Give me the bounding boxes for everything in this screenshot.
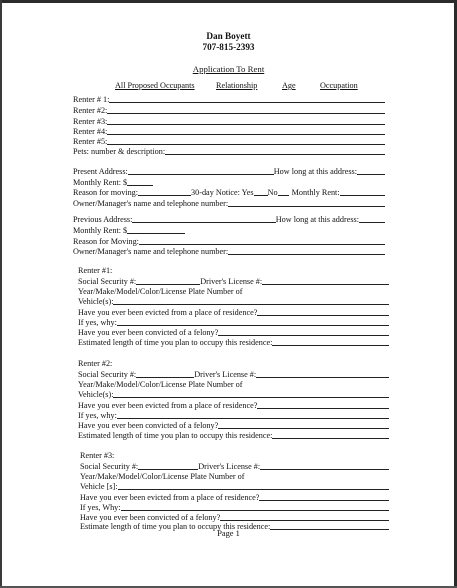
field-label: Driver's License #: [194,370,257,379]
field-label: Have you ever been convicted of a felony? [78,328,219,337]
fill-line[interactable] [165,154,385,155]
fill-line[interactable] [259,500,389,501]
renter-3-why-row [80,502,389,512]
fill-line[interactable] [127,233,185,234]
page-number: Page 1 [217,529,240,538]
fill-line[interactable] [127,185,153,186]
renter-2-length-row [78,430,389,440]
fill-line[interactable] [228,206,385,207]
landlord-name: Dan Boyett [206,31,251,41]
fill-line[interactable] [107,113,385,114]
previous-owner-row [73,246,385,256]
fill-line[interactable] [254,195,268,196]
field-label: Social Security #: [78,277,137,286]
field-label: Estimated length of time you plan to occupy this residence: [78,338,273,347]
fill-line[interactable] [138,469,198,470]
column-occupation: Occupation [320,81,358,90]
renter-1-vehicles-row [78,296,389,306]
field-label: Have you ever been evicted from a place of residence? [78,401,258,410]
field-label: Driver's License #: [200,277,263,286]
renter-2-heading: Renter #2: [78,359,113,368]
fill-line[interactable] [107,144,385,145]
field-label: Owner/Manager's name and telephone number: [73,199,229,208]
present-address-row [73,166,385,176]
field-label: Present Address: [73,167,128,176]
fill-line[interactable] [262,284,389,285]
scan-border-left [0,0,2,588]
fill-line[interactable] [272,438,389,439]
fill-line[interactable] [136,284,200,285]
fill-line[interactable] [121,510,389,511]
field-label: If yes, Why: [80,503,121,512]
present-reason-row [73,187,385,197]
present-owner-row [73,198,385,208]
fill-line[interactable] [257,408,389,409]
previous-reason-row [73,236,385,246]
occupant-row-3 [73,116,385,126]
pets-row [73,146,385,156]
fill-line[interactable] [256,377,389,378]
fill-line[interactable] [117,418,389,419]
occupant-row-4 [73,126,385,136]
renter-1-heading: Renter #1: [78,266,113,275]
field-label: Have you ever been convicted of a felony? [78,421,219,430]
renter-2-why-row [78,410,389,420]
fill-line[interactable] [257,315,389,316]
column-age: Age [282,81,296,90]
renter-3-evicted-row [80,492,389,502]
column-relationship: Relationship [216,81,258,90]
renter-3-vehicle-desc: Year/Make/Model/Color/License Plate Number of [80,472,245,481]
field-label: Reason for Moving: [73,237,139,246]
renter-1-evicted-row [78,307,389,317]
field-label: How long at this address: [273,167,357,176]
field-label: Renter #5: [73,137,108,146]
field-label: Driver's License #: [198,462,261,471]
fill-line[interactable] [272,345,389,346]
field-label: Vehicle(s): [78,390,114,399]
field-label: Monthly Rent: $ [73,178,128,187]
field-label: If yes, why: [78,318,117,327]
renter-2-felony-row [78,420,389,430]
renter-3-ssn-row [80,461,389,471]
renter-1-ssn-row [78,276,389,286]
renter-2-vehicle-desc: Year/Make/Model/Color/License Plate Number of [78,380,243,389]
renter-2-ssn-row [78,369,389,379]
field-label: Renter # 1: [73,95,110,104]
fill-line[interactable] [218,428,389,429]
fill-line[interactable] [228,254,385,255]
previous-address-row [73,214,385,224]
fill-line[interactable] [132,222,275,223]
fill-line[interactable] [107,134,385,135]
renter-3-vehicles-row [80,481,389,491]
occupant-row-1 [73,94,385,104]
landlord-phone: 707-815-2393 [202,42,255,52]
field-label: Have you ever been evicted from a place of residence? [78,308,258,317]
fill-line[interactable] [357,174,385,175]
field-label: If yes, why: [78,411,117,420]
fill-line[interactable] [139,244,385,245]
fill-line[interactable] [278,195,289,196]
field-label: Estimate length of time you plan to occupy this residence: [80,522,271,531]
fill-line[interactable] [113,304,389,305]
column-occupants: All Proposed Occupants [115,81,195,90]
field-label: Have you ever been evicted from a place of residence? [80,493,260,502]
renter-3-heading: Renter #3: [80,451,115,460]
previous-rent-row [73,225,185,235]
scan-border-top [0,0,457,3]
field-label: Monthly Rent: $ [73,226,128,235]
fill-line[interactable] [113,397,389,398]
field-label: Vehicle [s]: [80,482,118,491]
field-label: Pets: number & description: [73,147,166,156]
renter-1-why-row [78,317,389,327]
form-title: Application To Rent [192,64,265,74]
field-label: Vehicle(s): [78,297,114,306]
field-label: Have you ever been convicted of a felony? [80,513,221,522]
field-label: No [267,188,278,197]
field-label: How long at this address: [275,215,359,224]
renter-1-length-row [78,337,389,347]
field-label: Social Security #: [80,462,139,471]
field-label: Renter #3: [73,117,108,126]
fill-line[interactable] [118,489,389,490]
fill-line[interactable] [340,195,385,196]
fill-line[interactable] [136,377,194,378]
occupant-row-2 [73,105,385,115]
fill-line[interactable] [260,469,389,470]
renter-1-felony-row [78,327,389,337]
field-label: Monthly Rent: [291,188,340,197]
field-label: Social Security #: [78,370,137,379]
fill-line[interactable] [218,335,389,336]
fill-line[interactable] [107,124,385,125]
field-label: Renter #2: [73,106,108,115]
field-label: Owner/Manager's name and telephone number: [73,247,229,256]
fill-line[interactable] [138,195,191,196]
field-label: 30-day Notice: Yes [191,188,254,197]
present-rent-row [73,177,153,187]
field-label: Estimated length of time you plan to occupy this residence: [78,431,273,440]
fill-line[interactable] [359,222,385,223]
renter-2-evicted-row [78,400,389,410]
field-label: Reason for moving: [73,188,139,197]
field-label: Previous Address: [73,215,133,224]
fill-line[interactable] [128,174,274,175]
occupant-row-5 [73,136,385,146]
fill-line[interactable] [117,325,389,326]
field-label: Renter #4: [73,127,108,136]
fill-line[interactable] [109,102,385,103]
renter-2-vehicles-row [78,389,389,399]
renter-1-vehicle-desc: Year/Make/Model/Color/License Plate Number of [78,287,243,296]
